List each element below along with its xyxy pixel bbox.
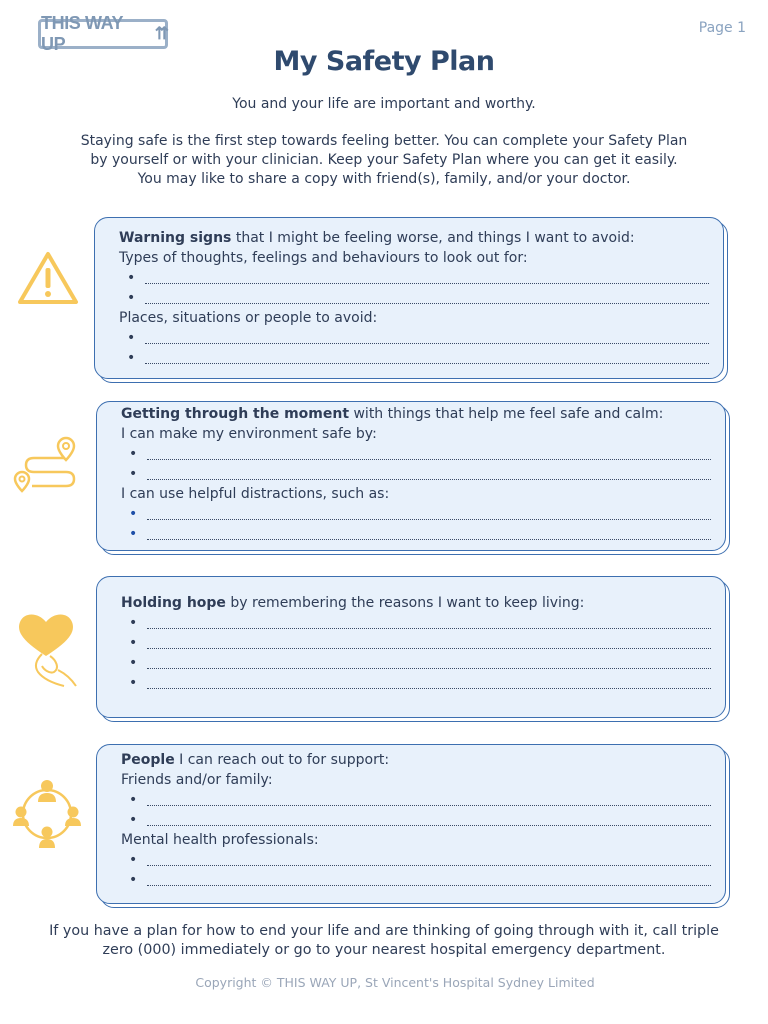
dotted-line xyxy=(147,675,711,689)
dotted-line xyxy=(147,635,711,649)
bullet: • xyxy=(129,812,138,828)
intro-line: You may like to share a copy with friend(s), family, and/or your doctor. xyxy=(137,171,631,187)
write-line[interactable] xyxy=(119,328,723,348)
write-line[interactable] xyxy=(121,810,725,830)
write-line[interactable] xyxy=(121,613,725,633)
dotted-line xyxy=(147,506,711,520)
heading-rest: I can reach out to for support: xyxy=(174,752,390,768)
section-heading xyxy=(121,593,725,613)
dotted-line xyxy=(145,350,709,364)
people-support-card xyxy=(96,744,726,904)
intro-line: by yourself or with your clinician. Keep your Safety Plan where you can get it easily. xyxy=(90,152,678,168)
copyright: Copyright © THIS WAY UP, St Vincent's Hospital Sydney Limited xyxy=(195,975,595,990)
intro-paragraph xyxy=(40,132,728,189)
dotted-line xyxy=(147,812,711,826)
section-heading xyxy=(121,404,725,424)
bullet: • xyxy=(129,615,138,631)
dotted-line xyxy=(145,330,709,344)
write-line[interactable] xyxy=(121,850,725,870)
sub-prompt: Types of thoughts, feelings and behaviours to look out for: xyxy=(119,250,528,266)
logo-text: THIS WAY UP xyxy=(41,13,123,54)
heading-rest: with things that help me feel safe and calm: xyxy=(349,406,664,422)
bullet: • xyxy=(127,330,136,346)
write-line[interactable] xyxy=(121,444,725,464)
route-pins-icon xyxy=(12,436,80,498)
getting-through-card xyxy=(96,401,726,551)
dotted-line xyxy=(145,270,709,284)
card-body xyxy=(96,744,726,904)
bullet: • xyxy=(127,350,136,366)
write-line[interactable] xyxy=(121,673,725,693)
holding-hope-card xyxy=(96,576,726,718)
intro-statement: You and your life are important and worthy. xyxy=(232,96,536,112)
heading-rest: by remembering the reasons I want to keep living: xyxy=(225,595,585,611)
card-body xyxy=(96,576,726,718)
bullet: • xyxy=(129,872,138,888)
intro-line: Staying safe is the first step towards feeling better. You can complete your Safety Plan xyxy=(80,133,688,149)
dotted-line xyxy=(147,526,711,540)
dotted-line xyxy=(147,792,711,806)
write-line[interactable] xyxy=(119,348,723,368)
sub-prompt: I can use helpful distractions, such as: xyxy=(121,486,390,502)
people-circle-icon xyxy=(10,778,84,850)
dotted-line xyxy=(147,872,711,886)
write-line[interactable] xyxy=(121,653,725,673)
sub-prompt: I can make my environment safe by: xyxy=(121,426,377,442)
page-number: Page 1 xyxy=(698,20,746,36)
write-line[interactable] xyxy=(119,288,723,308)
sub-prompt: Friends and/or family: xyxy=(121,772,273,788)
heading-bold: People xyxy=(121,752,175,768)
dotted-line xyxy=(147,615,711,629)
sub-prompt: Mental health professionals: xyxy=(121,832,319,848)
dotted-line xyxy=(145,290,709,304)
write-line[interactable] xyxy=(121,633,725,653)
heading-bold: Warning signs xyxy=(119,230,232,246)
write-line[interactable] xyxy=(121,464,725,484)
warning-line: If you have a plan for how to end your life and are thinking of going through with it, call triple xyxy=(49,923,719,939)
dotted-line xyxy=(147,466,711,480)
this-way-up-logo xyxy=(38,13,168,54)
bullet: • xyxy=(129,526,138,542)
heart-in-hand-icon xyxy=(14,610,82,690)
card-body xyxy=(94,217,724,379)
write-line[interactable] xyxy=(121,790,725,810)
bullet: • xyxy=(129,506,138,522)
write-line[interactable] xyxy=(121,504,725,524)
heading-bold: Getting through the moment xyxy=(121,406,350,422)
bullet: • xyxy=(129,852,138,868)
sub-prompt: Places, situations or people to avoid: xyxy=(119,310,378,326)
section-heading xyxy=(121,750,725,770)
dotted-line xyxy=(147,852,711,866)
write-line[interactable] xyxy=(121,524,725,544)
warning-signs-card xyxy=(94,217,724,379)
card-body xyxy=(96,401,726,551)
logo-arrows-icon: ⇈ xyxy=(154,24,165,43)
bullet: • xyxy=(129,466,138,482)
bullet: • xyxy=(129,446,138,462)
warning-line: zero (000) immediately or go to your nearest hospital emergency department. xyxy=(102,942,666,958)
dotted-line xyxy=(147,655,711,669)
bullet: • xyxy=(127,270,136,286)
bullet: • xyxy=(127,290,136,306)
section-heading xyxy=(119,228,723,248)
heading-bold: Holding hope xyxy=(121,595,226,611)
page-title: My Safety Plan xyxy=(273,46,495,77)
write-line[interactable] xyxy=(119,268,723,288)
write-line[interactable] xyxy=(121,870,725,890)
warning-triangle-icon xyxy=(16,250,80,306)
bullet: • xyxy=(129,655,138,671)
dotted-line xyxy=(147,446,711,460)
bullet: • xyxy=(129,635,138,651)
bullet: • xyxy=(129,792,138,808)
emergency-warning xyxy=(30,922,738,960)
heading-rest: that I might be feeling worse, and things I want to avoid: xyxy=(231,230,635,246)
bullet: • xyxy=(129,675,138,691)
